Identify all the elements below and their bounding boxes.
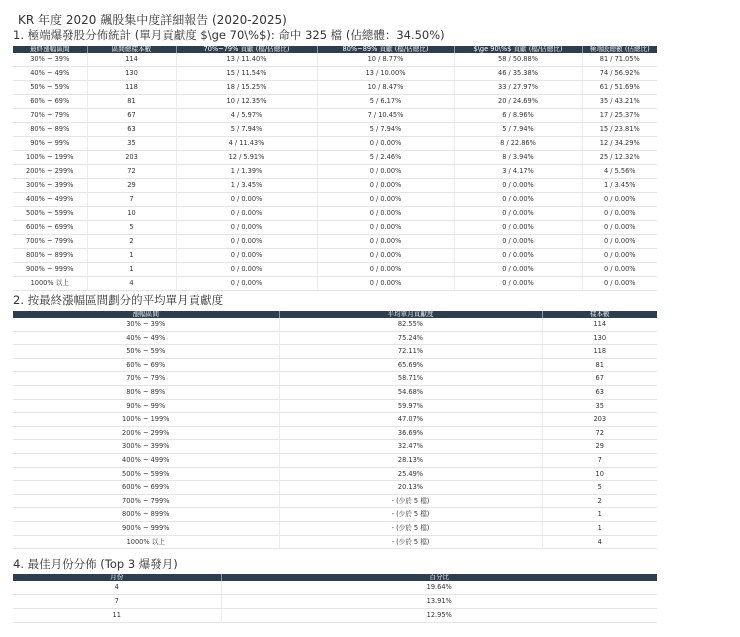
table-cell: 300% ~ 399%: [13, 440, 279, 454]
table-row: [13, 53, 657, 67]
table-cell: 118: [542, 345, 657, 359]
table-row: [13, 207, 657, 221]
table-cell: 5 / 7.94%: [317, 123, 454, 137]
table-cell: 203: [542, 413, 657, 427]
table-cell: 1 / 1.39%: [176, 165, 317, 179]
table-row: [13, 221, 657, 235]
table-cell: 30% ~ 39%: [13, 318, 279, 331]
table-cell: 46 / 35.38%: [454, 67, 582, 81]
table-cell: 20.13%: [279, 481, 542, 495]
table-cell: 800% ~ 899%: [13, 508, 279, 522]
table-cell: 5 / 7.94%: [176, 123, 317, 137]
table-row: [13, 399, 657, 413]
table-cell: 60% ~ 69%: [13, 358, 279, 372]
table-cell: 0 / 0.00%: [176, 235, 317, 249]
table-cell: 114: [542, 318, 657, 331]
column-header: 最終漲幅區間: [13, 46, 87, 53]
table-cell: 72.11%: [279, 345, 542, 359]
table-header-row: [13, 46, 657, 53]
table-cell: 6 / 8.96%: [454, 109, 582, 123]
column-header: 平均單月貢獻度: [279, 311, 542, 318]
table-row: [13, 426, 657, 440]
table-cell: 12 / 5.91%: [176, 151, 317, 165]
table-row: [13, 81, 657, 95]
table-cell: 63: [542, 385, 657, 399]
table-cell: 0 / 0.00%: [582, 249, 657, 263]
table-row: [13, 508, 657, 522]
table-cell: 0 / 0.00%: [454, 277, 582, 291]
table-cell: - (少於 5 檔): [279, 521, 542, 535]
table-cell: - (少於 5 檔): [279, 494, 542, 508]
table-row: [13, 277, 657, 291]
table-row: [13, 595, 657, 609]
column-header: 月份: [13, 574, 221, 581]
table-cell: 1000% 以上: [13, 277, 87, 291]
table-cell: 0 / 0.00%: [582, 207, 657, 221]
table-cell: 35 / 43.21%: [582, 95, 657, 109]
table-row: [13, 95, 657, 109]
table-cell: 72: [87, 165, 176, 179]
table-cell: 10 / 8.47%: [317, 81, 454, 95]
table-cell: 0 / 0.00%: [454, 249, 582, 263]
table-cell: 70% ~ 79%: [13, 109, 87, 123]
table-cell: 400% ~ 499%: [13, 453, 279, 467]
section-1-heading: 1. 極端爆發股分佈統計 (單月貢獻度 $\ge 70\%$): 命中 325 檔 (佔總體：34.50%): [13, 28, 445, 42]
table-cell: 59.97%: [279, 399, 542, 413]
table-cell: 7 / 10.45%: [317, 109, 454, 123]
table-cell: 29: [87, 179, 176, 193]
section-4-heading: 4. 最佳月份分佈 (Top 3 爆發月): [13, 557, 178, 571]
table-cell: 0 / 0.00%: [176, 193, 317, 207]
table-cell: 1: [87, 249, 176, 263]
table-cell: 0 / 0.00%: [317, 249, 454, 263]
table-cell: 54.68%: [279, 385, 542, 399]
table-cell: 1: [542, 521, 657, 535]
table-cell: 0 / 0.00%: [176, 249, 317, 263]
table-row: [13, 358, 657, 372]
table-cell: 4: [542, 535, 657, 549]
table-cell: 0 / 0.00%: [176, 263, 317, 277]
table-cell: 18 / 15.25%: [176, 81, 317, 95]
best-month-table: [13, 574, 657, 623]
table-row: [13, 609, 657, 623]
table-row: [13, 235, 657, 249]
table-cell: 100% ~ 199%: [13, 413, 279, 427]
table-row: [13, 345, 657, 359]
table-row: [13, 535, 657, 549]
table-cell: 11: [13, 609, 221, 623]
table-cell: 58 / 50.88%: [454, 53, 582, 67]
table-cell: 4 / 5.56%: [582, 165, 657, 179]
table-header-row: [13, 574, 657, 581]
table-cell: 30% ~ 39%: [13, 53, 87, 67]
table-cell: 900% ~ 999%: [13, 521, 279, 535]
table-cell: 0 / 0.00%: [454, 235, 582, 249]
table-cell: 600% ~ 699%: [13, 221, 87, 235]
table-cell: 7: [87, 193, 176, 207]
table-header-row: [13, 311, 657, 318]
table-cell: 1 / 3.45%: [582, 179, 657, 193]
table-cell: 0 / 0.00%: [317, 277, 454, 291]
table-cell: 0 / 0.00%: [317, 221, 454, 235]
column-header: 樣本數: [542, 311, 657, 318]
table-cell: 28.13%: [279, 453, 542, 467]
table-cell: 500% ~ 599%: [13, 207, 87, 221]
table-cell: 90% ~ 99%: [13, 137, 87, 151]
table-cell: 40% ~ 49%: [13, 67, 87, 81]
table-cell: 0 / 0.00%: [317, 235, 454, 249]
table-cell: 203: [87, 151, 176, 165]
table-cell: 75.24%: [279, 331, 542, 345]
table-cell: 67: [542, 372, 657, 386]
table-cell: 8 / 22.86%: [454, 137, 582, 151]
table-cell: 7: [13, 595, 221, 609]
table-cell: 72: [542, 426, 657, 440]
table-cell: 33 / 27.97%: [454, 81, 582, 95]
table-cell: 200% ~ 299%: [13, 165, 87, 179]
table-cell: 1: [542, 508, 657, 522]
table-cell: 5 / 6.17%: [317, 95, 454, 109]
table-cell: 67: [87, 109, 176, 123]
table-row: [13, 413, 657, 427]
table-cell: 29: [542, 440, 657, 454]
table-cell: 10 / 8.77%: [317, 53, 454, 67]
table-cell: 0 / 0.00%: [454, 193, 582, 207]
table-row: [13, 440, 657, 454]
table-cell: 15 / 11.54%: [176, 67, 317, 81]
table-cell: 130: [542, 331, 657, 345]
table-cell: 5: [87, 221, 176, 235]
table-cell: 0 / 0.00%: [317, 137, 454, 151]
table-row: [13, 109, 657, 123]
table-cell: 32.47%: [279, 440, 542, 454]
table-cell: 25.49%: [279, 467, 542, 481]
table-row: [13, 521, 657, 535]
table-cell: 35: [87, 137, 176, 151]
table-cell: 63: [87, 123, 176, 137]
table-cell: 4: [87, 277, 176, 291]
table-row: [13, 331, 657, 345]
section-2-heading: 2. 按最終漲幅區間劃分的平均單月貢獻度: [13, 293, 224, 307]
average-contribution-table: [13, 311, 657, 549]
extreme-stock-distribution-table: [13, 46, 657, 291]
table-cell: 0 / 0.00%: [176, 277, 317, 291]
column-header: 百分比: [221, 574, 657, 581]
table-cell: 25 / 12.32%: [582, 151, 657, 165]
table-cell: 700% ~ 799%: [13, 235, 87, 249]
table-cell: 0 / 0.00%: [582, 277, 657, 291]
table-cell: 200% ~ 299%: [13, 426, 279, 440]
table-cell: 17 / 25.37%: [582, 109, 657, 123]
table-cell: 0 / 0.00%: [176, 207, 317, 221]
table-cell: 10: [87, 207, 176, 221]
table-row: [13, 137, 657, 151]
table-cell: 47.07%: [279, 413, 542, 427]
table-row: [13, 481, 657, 495]
table-cell: 0 / 0.00%: [317, 179, 454, 193]
column-header: 區間總樣本數: [87, 46, 176, 53]
table-cell: 70% ~ 79%: [13, 372, 279, 386]
table-cell: 0 / 0.00%: [582, 235, 657, 249]
table-row: [13, 318, 657, 331]
table-cell: 0 / 0.00%: [582, 263, 657, 277]
report-title: KR 年度 2020 飆股集中度詳細報告 (2020-2025): [18, 13, 287, 27]
table-cell: 5 / 7.94%: [454, 123, 582, 137]
table-cell: 13.91%: [221, 595, 657, 609]
table-cell: 0 / 0.00%: [176, 221, 317, 235]
table-row: [13, 193, 657, 207]
table-cell: 60% ~ 69%: [13, 95, 87, 109]
table-cell: 600% ~ 699%: [13, 481, 279, 495]
table-cell: 1000% 以上: [13, 535, 279, 549]
table-cell: 3 / 4.17%: [454, 165, 582, 179]
table-cell: 0 / 0.00%: [582, 193, 657, 207]
table-cell: 4 / 5.97%: [176, 109, 317, 123]
table-cell: 90% ~ 99%: [13, 399, 279, 413]
table-row: [13, 453, 657, 467]
table-cell: 81: [542, 358, 657, 372]
table-row: [13, 372, 657, 386]
table-cell: 118: [87, 81, 176, 95]
table-row: [13, 467, 657, 481]
table-row: [13, 494, 657, 508]
table-cell: 0 / 0.00%: [317, 193, 454, 207]
table-row: [13, 123, 657, 137]
table-cell: 1: [87, 263, 176, 277]
table-cell: 35: [542, 399, 657, 413]
column-header: 80%~89% 貢獻 (檔/佔總比): [317, 46, 454, 53]
table-cell: 50% ~ 59%: [13, 345, 279, 359]
table-cell: 12 / 34.29%: [582, 137, 657, 151]
table-cell: 2: [542, 494, 657, 508]
table-cell: 1 / 3.45%: [176, 179, 317, 193]
table-cell: 80% ~ 89%: [13, 123, 87, 137]
table-cell: 20 / 24.69%: [454, 95, 582, 109]
table-cell: 800% ~ 899%: [13, 249, 87, 263]
table-cell: 74 / 56.92%: [582, 67, 657, 81]
table-cell: 0 / 0.00%: [454, 221, 582, 235]
table-row: [13, 179, 657, 193]
table-cell: 300% ~ 399%: [13, 179, 87, 193]
table-cell: 15 / 23.81%: [582, 123, 657, 137]
table-cell: 7: [542, 453, 657, 467]
table-cell: 19.64%: [221, 581, 657, 595]
table-cell: 400% ~ 499%: [13, 193, 87, 207]
table-cell: 36.69%: [279, 426, 542, 440]
table-cell: 8 / 3.94%: [454, 151, 582, 165]
table-cell: 12.95%: [221, 609, 657, 623]
column-header: 極端股總數 (佔總比): [582, 46, 657, 53]
table-cell: 81 / 71.05%: [582, 53, 657, 67]
table-cell: 5: [542, 481, 657, 495]
table-cell: 81: [87, 95, 176, 109]
table-row: [13, 151, 657, 165]
table-cell: 0 / 0.00%: [317, 263, 454, 277]
table-row: [13, 263, 657, 277]
table-cell: 40% ~ 49%: [13, 331, 279, 345]
table-cell: 10 / 12.35%: [176, 95, 317, 109]
table-cell: 4 / 11.43%: [176, 137, 317, 151]
table-row: [13, 581, 657, 595]
table-cell: 700% ~ 799%: [13, 494, 279, 508]
table-cell: 5 / 2.46%: [317, 151, 454, 165]
table-row: [13, 249, 657, 263]
table-cell: - (少於 5 檔): [279, 508, 542, 522]
table-cell: 13 / 11.40%: [176, 53, 317, 67]
table-cell: 65.69%: [279, 358, 542, 372]
table-cell: 10: [542, 467, 657, 481]
table-cell: 0 / 0.00%: [582, 221, 657, 235]
column-header: $\ge 90\%$ 貢獻 (檔/佔總比): [454, 46, 582, 53]
table-cell: 500% ~ 599%: [13, 467, 279, 481]
table-cell: 100% ~ 199%: [13, 151, 87, 165]
table-cell: 2: [87, 235, 176, 249]
table-cell: 900% ~ 999%: [13, 263, 87, 277]
column-header: 70%~79% 貢獻 (檔/佔總比): [176, 46, 317, 53]
table-cell: 82.55%: [279, 318, 542, 331]
table-cell: 61 / 51.69%: [582, 81, 657, 95]
table-cell: 0 / 0.00%: [454, 179, 582, 193]
table-cell: 130: [87, 67, 176, 81]
column-header: 漲幅區間: [13, 311, 279, 318]
table-row: [13, 67, 657, 81]
table-cell: 80% ~ 89%: [13, 385, 279, 399]
table-cell: 50% ~ 59%: [13, 81, 87, 95]
table-row: [13, 165, 657, 179]
table-cell: 0 / 0.00%: [317, 165, 454, 179]
table-cell: 4: [13, 581, 221, 595]
table-cell: 13 / 10.00%: [317, 67, 454, 81]
table-cell: 58.71%: [279, 372, 542, 386]
table-cell: 0 / 0.00%: [317, 207, 454, 221]
table-cell: - (少於 5 檔): [279, 535, 542, 549]
table-row: [13, 385, 657, 399]
table-cell: 114: [87, 53, 176, 67]
table-cell: 0 / 0.00%: [454, 207, 582, 221]
table-cell: 0 / 0.00%: [454, 263, 582, 277]
